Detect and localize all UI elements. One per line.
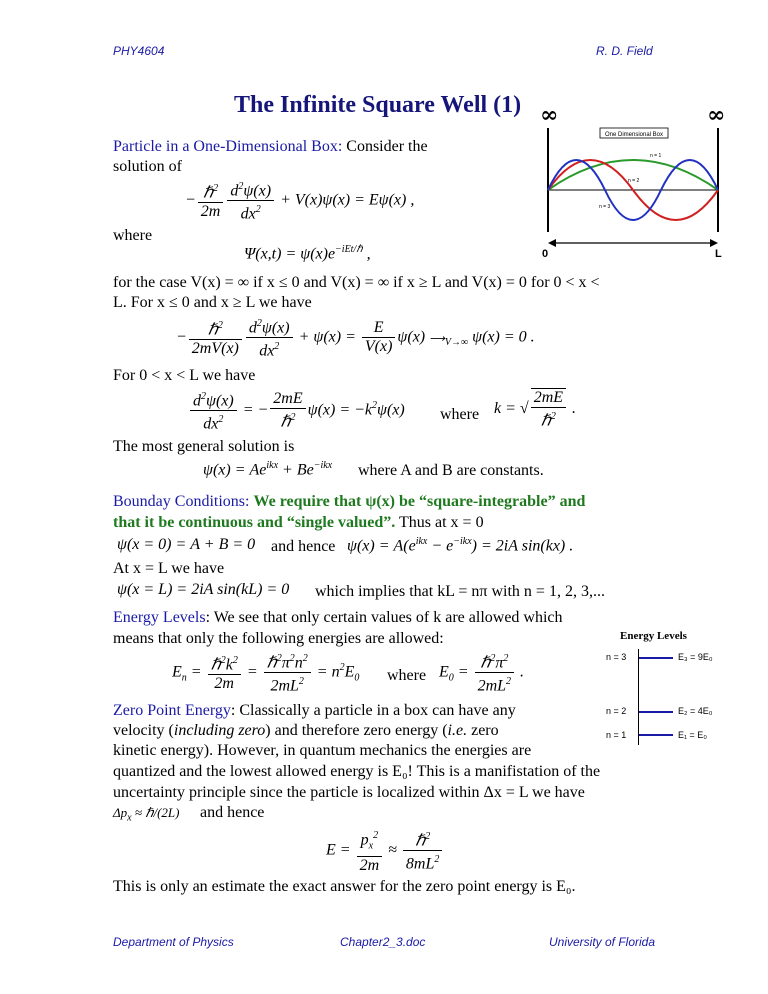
level-n3-line bbox=[639, 657, 673, 659]
header-right: R. D. Field bbox=[596, 44, 653, 58]
bc-x0-equation: ψ(x = 0) = A + B = 0 bbox=[117, 536, 256, 553]
energy-axis bbox=[638, 649, 675, 745]
level-n2-energy: E₂ = 4E₀ bbox=[678, 706, 713, 716]
footer-center: Chapter2_3.doc bbox=[340, 935, 426, 949]
k-definition: k = √ $\frac{2mE}{\hbar^2}$ . bbox=[494, 389, 577, 430]
s3-heading: Energy Levels bbox=[113, 609, 206, 626]
s2-heading: Bounday Conditions bbox=[113, 493, 246, 510]
s4-line4: quantized and the lowest allowed energy is E₀! This is a manifistation of the bbox=[113, 763, 601, 780]
s2-line1: Bounday Conditions: We require that ψ(x) be “square-integrable” and bbox=[113, 493, 586, 510]
s2-implies: which implies that kL = nπ with n = 1, 2, 3,... bbox=[315, 583, 605, 600]
s4-line7: This is only an estimate the exact answer for the zero point energy is E₀. bbox=[113, 878, 576, 895]
level-n3-label: n = 3 bbox=[606, 652, 627, 662]
zero-point-energy-equation: E = $\frac{p_x^2}{2m}$ ≈ $\frac{\hbar^2}{8mL^2}$ bbox=[326, 827, 444, 875]
s4-line1: Zero Point Energy: Classically a particle in a box can have any bbox=[113, 702, 516, 719]
footer-left: Department of Physics bbox=[113, 935, 234, 949]
energy-diagram-title: Energy Levels bbox=[620, 630, 687, 642]
energy-level-diagram bbox=[598, 630, 718, 745]
e0-equation: $E_0$ = $\frac{\hbar^2\pi^2}{2mL^2}$ . bbox=[439, 650, 524, 696]
box-figure bbox=[535, 100, 735, 265]
s1-line5: For 0 < x < L we have bbox=[113, 367, 256, 384]
footer-right: University of Florida bbox=[549, 935, 656, 949]
infinity-right: ∞ bbox=[707, 102, 726, 128]
header-left: PHY4604 bbox=[113, 44, 165, 58]
page-title: The Infinite Square Well (1) bbox=[234, 92, 522, 118]
s1-where: where bbox=[113, 227, 153, 244]
level-n3-energy: E₃ = 9E₀ bbox=[678, 652, 713, 662]
level-n1-label: n = 1 bbox=[606, 730, 627, 740]
n2-label: n = 2 bbox=[628, 178, 640, 184]
uncertainty-estimate: $\Delta p_x$ ≈ ℏ/(2L) bbox=[113, 805, 180, 824]
s4-line5: uncertainty principle since the particle is localized within Δx = L we have bbox=[113, 784, 585, 801]
s1-line2: solution of bbox=[113, 158, 182, 175]
wavefunction-plot bbox=[535, 100, 735, 265]
s3-line1: Energy Levels: We see that only certain values of k are allowed which bbox=[113, 609, 563, 626]
schrodinger-equation: − $\frac{\hbar^2}{2m}$ $\frac{d^2\psi(x)}{dx^2}$ + V(x)ψ(x) = Eψ(x) , bbox=[185, 178, 414, 224]
s4-line2: velocity (including zero) and therefore zero energy (i.e. zero bbox=[113, 722, 499, 739]
s2-andhence: and hence bbox=[271, 538, 336, 555]
level-n1-line bbox=[639, 734, 673, 736]
s1-line6: The most general solution is bbox=[113, 438, 295, 455]
s2-line3: At x = L we have bbox=[113, 560, 225, 577]
s1-line4: L. For x ≤ 0 and x ≥ L we have bbox=[113, 294, 312, 311]
box-title: One Dimensional Box bbox=[604, 132, 664, 138]
s2-line2: that it be continuous and “single valued”. Thus at x = 0 bbox=[113, 514, 484, 531]
level-n1-energy: E₁ = E₀ bbox=[678, 730, 708, 740]
s3-line2: means that only the following energies are allowed: bbox=[113, 630, 444, 647]
general-solution: $\psi(x) = Ae^{ikx} + Be^{-ikx}$ bbox=[203, 460, 333, 479]
energy-equation: $E_n$ = $\frac{\hbar^2k^2}{2m}$ = $\frac{\hbar^2\pi^2n^2}{2mL^2}$ = $n^2E_0$ bbox=[172, 650, 359, 696]
outside-equation: − $\frac{\hbar^2}{2mV(x)}$ $\frac{d^2\psi(x)}{dx^2}$ + ψ(x) = $\frac{E}{V(x)}$ ψ(x) $⟶_{V\to\infty}$ ψ(x) = 0 . bbox=[176, 315, 535, 361]
bc-xL-equation: ψ(x = L) = 2iA sin(kL) = 0 bbox=[117, 581, 290, 598]
level-n2-label: n = 2 bbox=[606, 706, 627, 716]
xL-label: L bbox=[715, 248, 722, 260]
bc-solution: $\psi(x) = A(e^{ikx} - e^{-ikx}) = 2iA$ sin(kx) . bbox=[347, 536, 574, 555]
s4-andhence: and hence bbox=[200, 804, 265, 821]
time-dependent-wavefunction: $\Psi(x,t) = \psi(x)e^{-iEt/\hbar}$ , bbox=[244, 244, 371, 263]
s3-where: where bbox=[387, 667, 427, 684]
s4-heading: Zero Point Energy bbox=[113, 702, 231, 719]
n3-label: n = 3 bbox=[599, 204, 611, 210]
s1-heading: Particle in a One-Dimensional Box: bbox=[113, 138, 343, 155]
x0-label: 0 bbox=[542, 248, 549, 260]
s1-where2: where bbox=[440, 406, 480, 423]
s1-line7: where A and B are constants. bbox=[358, 462, 544, 479]
level-n2-line bbox=[639, 711, 673, 713]
inside-equation: $\frac{d^2\psi(x)}{dx^2}$ = − $\frac{2mE}{\hbar^2}$ $\psi(x) = -k^2\psi(x)$ bbox=[188, 388, 405, 434]
n1-label: n = 1 bbox=[650, 153, 662, 159]
s4-line3: kinetic energy). However, in quantum mechanics the energies are bbox=[113, 742, 532, 759]
infinity-left: ∞ bbox=[540, 102, 559, 128]
s1-line1: Particle in a One-Dimensional Box: Consider the bbox=[113, 138, 428, 155]
s1-line3: for the case V(x) = ∞ if x ≤ 0 and V(x) = ∞ if x ≥ L and V(x) = 0 for 0 < x < bbox=[113, 274, 600, 291]
